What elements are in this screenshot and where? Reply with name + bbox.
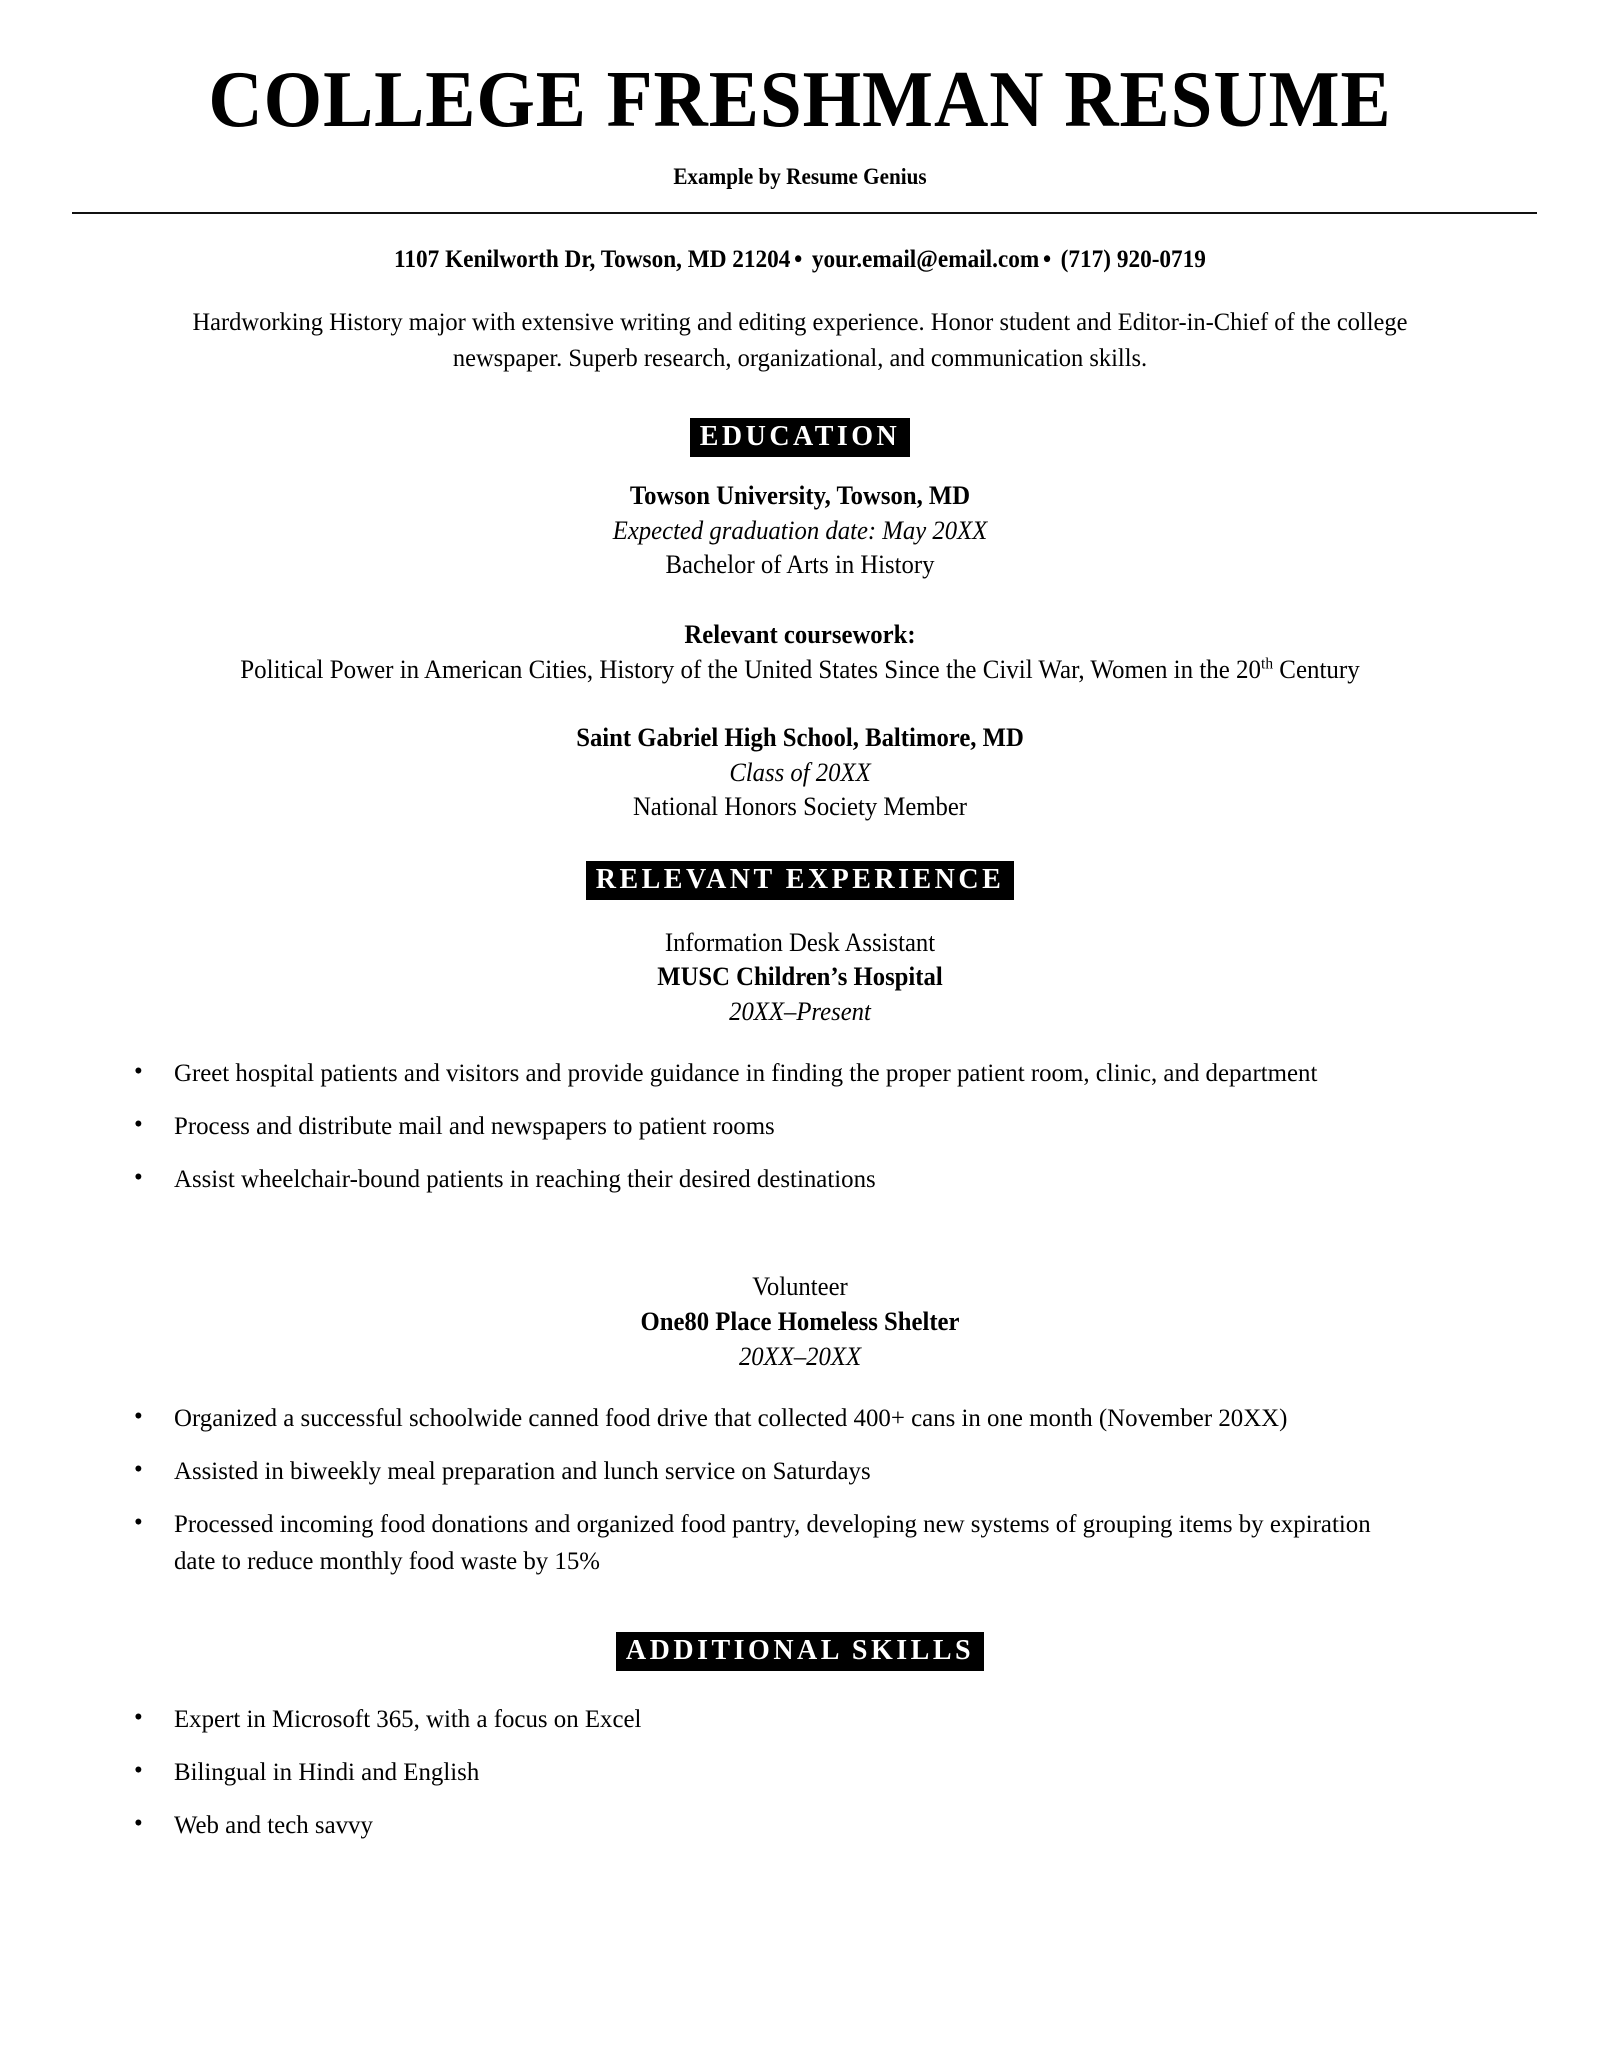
- spacer: [0, 1214, 1600, 1254]
- list-item-text: • Process and distribute mail and newspapers to patient rooms: [174, 1111, 775, 1141]
- coursework-list: [32, 652, 1568, 687]
- education-detail: Bachelor of Arts in History: [665, 550, 935, 580]
- list-item: [130, 1807, 1440, 1844]
- list-item-text: • Assist wheelchair-bound patients in reaching their desired destinations: [174, 1164, 876, 1194]
- coursework-label: Relevant coursework:: [684, 619, 916, 649]
- list-item: [130, 1506, 1440, 1580]
- list-item-text: • Greet hospital patients and visitors and provide guidance in finding the proper patient room, clinic, and department: [174, 1058, 1318, 1088]
- contact-phone: (717) 920-0719: [1060, 245, 1206, 273]
- education-org: Saint Gabriel High School, Baltimore, MD: [576, 722, 1024, 752]
- list-item: [130, 1400, 1440, 1437]
- experience-org: One80 Place Homeless Shelter: [640, 1306, 960, 1336]
- coursework-text-before: Political Power in American Cities, History of the United States Since the Civil War, Women in the 20: [240, 654, 1262, 684]
- list-item: [130, 1161, 1440, 1198]
- contact-separator-1: •: [794, 245, 803, 273]
- list-item-text: • Assisted in biweekly meal preparation and lunch service on Saturdays: [174, 1456, 871, 1486]
- experience-bullet-list: [130, 1400, 1440, 1580]
- list-item: [130, 1055, 1440, 1092]
- contact-email[interactable]: your.email@email.com: [811, 245, 1040, 273]
- experience-date: 20XX–Present: [729, 996, 871, 1026]
- experience-date: 20XX–20XX: [738, 1341, 862, 1371]
- list-item-text: • Web and tech savvy: [174, 1809, 373, 1839]
- page-title: COLLEGE FRESHMAN RESUME: [208, 56, 1392, 144]
- education-date: Expected graduation date: May 20XX: [612, 515, 988, 545]
- contact-separator-2: •: [1042, 245, 1052, 273]
- experience-entry: [0, 1270, 1600, 1374]
- resume-header: [0, 0, 1600, 214]
- page-subtitle: Example by Resume Genius: [673, 163, 927, 189]
- section-skills: [0, 1632, 1600, 1671]
- education-detail: National Honors Society Member: [632, 792, 968, 822]
- coursework-block: [0, 617, 1600, 687]
- list-item: [130, 1701, 1440, 1738]
- education-entry: [0, 479, 1600, 583]
- contact-line: [56, 246, 1544, 274]
- skills-bullet-list: [130, 1701, 1440, 1844]
- education-org: Towson University, Towson, MD: [629, 481, 971, 511]
- list-item-text: • Expert in Microsoft 365, with a focus on Excel: [174, 1704, 642, 1733]
- list-item-text: • Bilingual in Hindi and English: [174, 1756, 480, 1786]
- experience-role: Volunteer: [752, 1272, 848, 1302]
- professional-summary: Hardworking History major with extensive writing and editing experience. Honor student and Editor-in-Chief of the college newspaper. Superb research, organizational, and communication skills.: [192, 306, 1408, 372]
- section-heading-experience: RELEVANT EXPERIENCE: [586, 861, 1015, 900]
- list-item-text: • Organized a successful schoolwide canned food drive that collected 400+ cans in one month (November 20XX): [174, 1403, 1288, 1433]
- coursework-superscript: th: [1261, 655, 1274, 673]
- list-item: [130, 1453, 1440, 1490]
- list-item: [130, 1108, 1440, 1145]
- section-heading-education: EDUCATION: [690, 418, 911, 457]
- coursework-text-after: Century: [1273, 654, 1360, 684]
- experience-entry: [0, 926, 1600, 1030]
- education-entry: [0, 721, 1600, 825]
- list-item: [130, 1754, 1440, 1791]
- experience-org: MUSC Children’s Hospital: [657, 962, 943, 992]
- experience-bullet-list: [130, 1055, 1440, 1198]
- section-experience: [0, 861, 1600, 900]
- contact-address: 1107 Kenilworth Dr, Towson, MD 21204: [394, 245, 791, 273]
- header-divider: [72, 212, 1537, 214]
- section-education: [0, 418, 1600, 457]
- section-heading-skills: ADDITIONAL SKILLS: [616, 1632, 984, 1671]
- experience-role: Information Desk Assistant: [664, 927, 936, 957]
- list-item-text: • Processed incoming food donations and organized food pantry, developing new systems of grouping items by expiration date to reduce monthly food waste by 15%: [174, 1509, 1371, 1575]
- education-date: Class of 20XX: [729, 757, 871, 787]
